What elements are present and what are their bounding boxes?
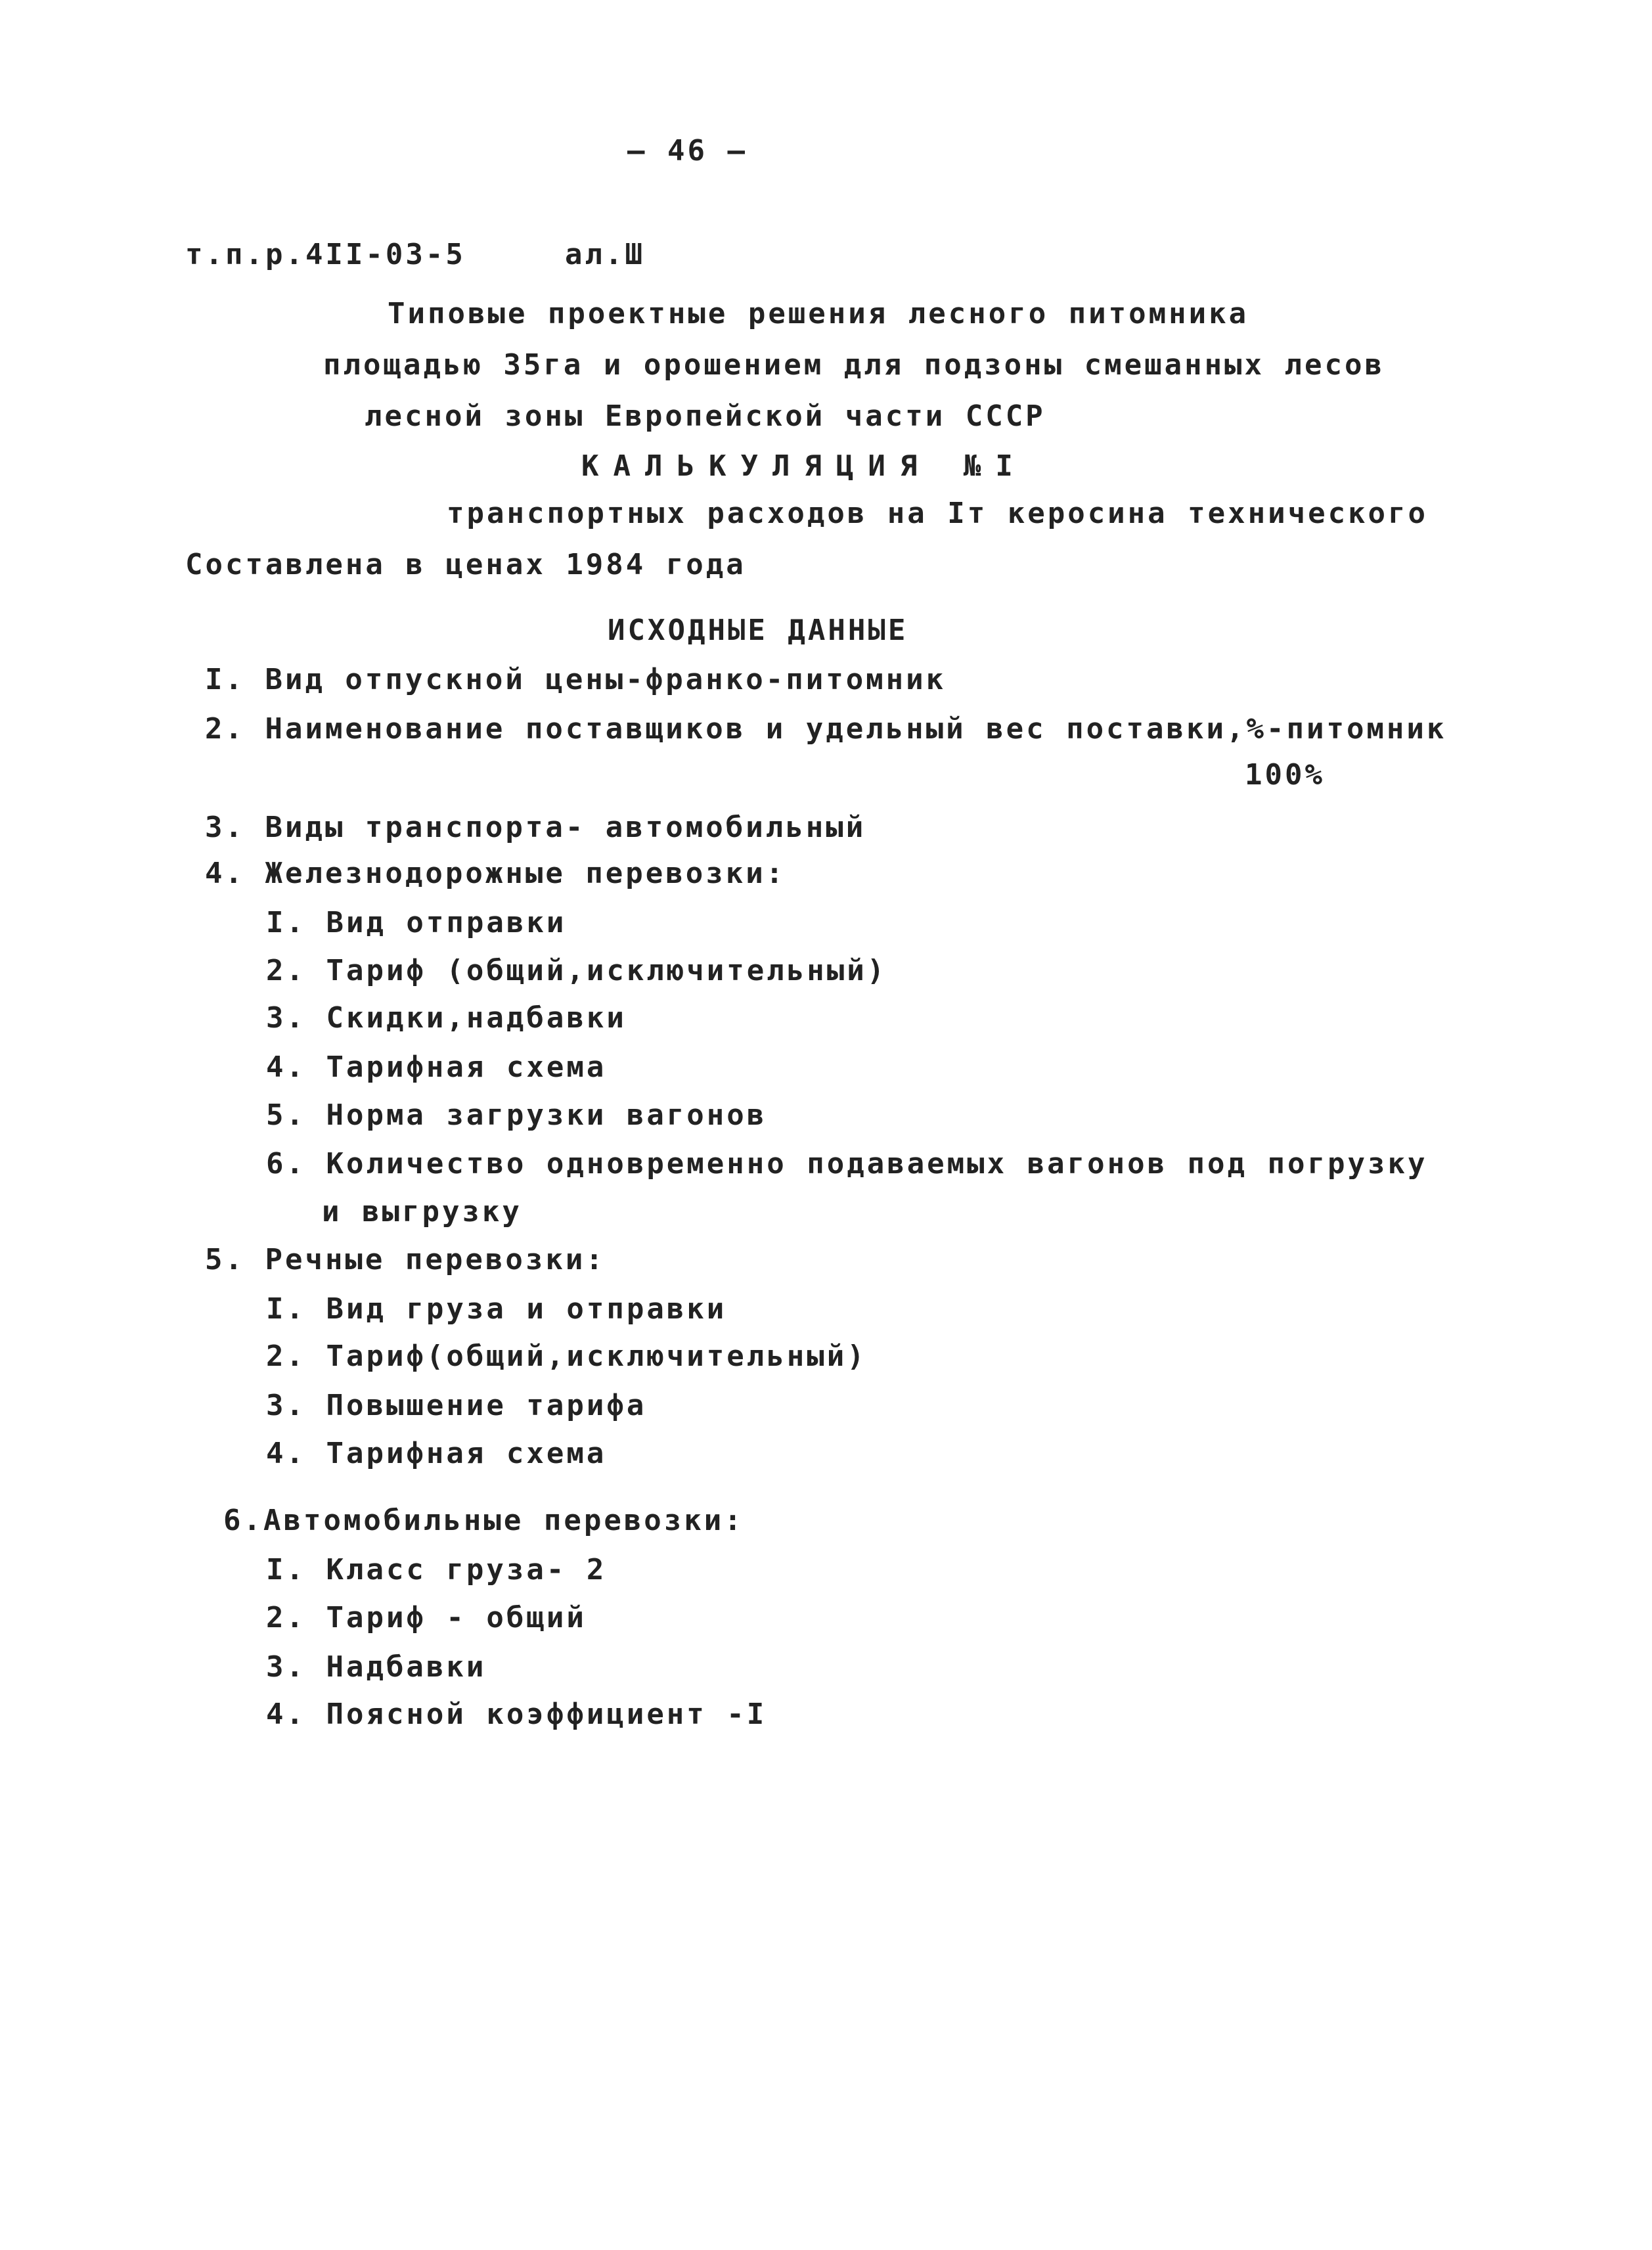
list-subitem-6-1: I. Класс груза- 2 bbox=[266, 1553, 607, 1586]
list-subitem-5-3: 3. Повышение тарифа bbox=[266, 1389, 647, 1422]
list-subitem-4-1: I. Вид отправки bbox=[266, 906, 567, 939]
list-subitem-6-2: 2. Тариф - общий bbox=[266, 1601, 587, 1634]
list-subitem-5-2: 2. Тариф(общий,исключительный) bbox=[266, 1339, 867, 1373]
list-subitem-6-4: 4. Поясной коэффициент -I bbox=[266, 1698, 767, 1731]
list-subitem-6-3: 3. Надбавки bbox=[266, 1650, 487, 1684]
list-subitem-4-3: 3. Скидки,надбавки bbox=[266, 1001, 627, 1035]
list-subitem-4-6-continuation: и выгрузку bbox=[322, 1195, 522, 1228]
list-subitem-5-1: I. Вид груза и отправки bbox=[266, 1292, 727, 1326]
album-number: ал.Ш bbox=[565, 238, 645, 271]
list-subitem-4-2: 2. Тариф (общий,исключительный) bbox=[266, 954, 887, 987]
list-item-6: 6.Автомобильные перевозки: bbox=[223, 1504, 744, 1537]
list-item-1: I. Вид отпускной цены-франко-питомник bbox=[205, 663, 947, 696]
page-number: – 46 – bbox=[627, 134, 748, 168]
list-subitem-5-4: 4. Тарифная схема bbox=[266, 1437, 607, 1470]
title-line-2: площадью 35га и орошением для подзоны смешанных лесов bbox=[323, 348, 1385, 382]
list-item-5: 5. Речные перевозки: bbox=[205, 1243, 606, 1276]
title-line-1: Типовые проектные решения лесного питомника bbox=[388, 297, 1249, 330]
subtitle-line-2: Составлена в ценах 1984 года bbox=[185, 548, 746, 581]
list-item-3: 3. Виды транспорта- автомобильный bbox=[205, 811, 866, 844]
document-code: т.п.р.4II-03-5 bbox=[185, 238, 466, 271]
list-item-4: 4. Железнодорожные перевозки: bbox=[205, 857, 786, 890]
list-subitem-4-5: 5. Норма загрузки вагонов bbox=[266, 1098, 767, 1132]
section-heading: ИСХОДНЫЕ ДАННЫЕ bbox=[608, 614, 908, 647]
subtitle-line-1: транспортных расходов на Iт керосина технического bbox=[447, 497, 1429, 530]
supply-share-value: 100% bbox=[1245, 758, 1325, 792]
list-subitem-4-6: 6. Количество одновременно подаваемых вагонов под погрузку bbox=[266, 1147, 1428, 1181]
list-item-2: 2. Наименование поставщиков и удельный вес поставки,%-питомник bbox=[205, 712, 1447, 746]
calculation-heading: КАЛЬКУЛЯЦИЯ №I bbox=[581, 449, 1027, 483]
list-subitem-4-4: 4. Тарифная схема bbox=[266, 1050, 607, 1084]
title-line-3: лесной зоны Европейской части СССР bbox=[365, 399, 1046, 433]
